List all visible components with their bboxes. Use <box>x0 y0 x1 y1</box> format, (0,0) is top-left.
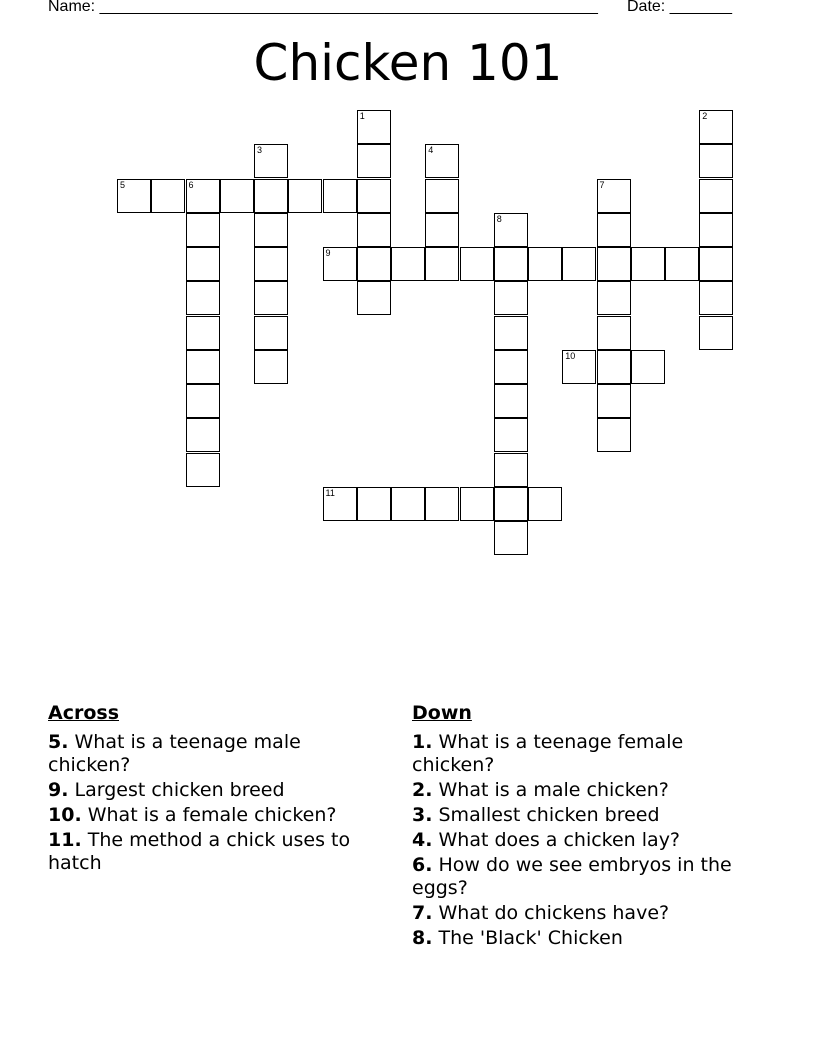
cell-input[interactable] <box>700 180 732 212</box>
cell-input[interactable] <box>187 214 219 246</box>
cell-input[interactable] <box>563 248 595 280</box>
grid-cell[interactable] <box>186 418 220 452</box>
grid-cell[interactable] <box>151 179 185 213</box>
clue-down <box>412 804 752 827</box>
grid-cell[interactable] <box>254 213 288 247</box>
cell-input[interactable] <box>187 454 219 486</box>
cell-input[interactable] <box>495 454 527 486</box>
cell-input[interactable] <box>118 180 150 212</box>
cell-input[interactable] <box>187 419 219 451</box>
grid-cell[interactable] <box>254 179 288 213</box>
clue-number: 7. <box>412 902 433 924</box>
grid-cell[interactable] <box>597 316 631 350</box>
cell-input[interactable] <box>392 488 424 520</box>
cell-input[interactable] <box>426 180 458 212</box>
cell-input[interactable] <box>495 214 527 246</box>
clue-number: 8. <box>412 927 433 949</box>
grid-cell[interactable] <box>460 247 494 281</box>
clue-down <box>412 854 752 900</box>
clue-number: 10. <box>48 804 82 826</box>
grid-cell[interactable] <box>357 487 391 521</box>
across-clues <box>48 702 383 877</box>
cell-input[interactable] <box>598 180 630 212</box>
grid-cell[interactable] <box>186 384 220 418</box>
grid-cell[interactable] <box>186 179 220 213</box>
cell-input[interactable] <box>255 317 287 349</box>
cell-number: 3 <box>257 145 263 156</box>
cell-input[interactable] <box>495 488 527 520</box>
clue-number: 3. <box>412 804 433 826</box>
cell-input[interactable] <box>495 351 527 383</box>
clue-down <box>412 779 752 802</box>
grid-cell[interactable] <box>425 179 459 213</box>
grid-cell[interactable] <box>254 350 288 384</box>
clue-text: Largest chicken breed <box>74 779 285 801</box>
grid-cell[interactable] <box>597 179 631 213</box>
grid-cell[interactable] <box>699 247 733 281</box>
cell-input[interactable] <box>495 522 527 554</box>
grid-cell[interactable] <box>597 418 631 452</box>
cell-input[interactable] <box>598 317 630 349</box>
cell-input[interactable] <box>324 248 356 280</box>
cell-input[interactable] <box>426 248 458 280</box>
cell-input[interactable] <box>700 214 732 246</box>
clue-text: What is a female chicken? <box>87 804 337 826</box>
grid-cell[interactable] <box>494 521 528 555</box>
grid-cell[interactable] <box>186 453 220 487</box>
clue-across <box>48 804 383 827</box>
cell-number: 4 <box>428 145 434 156</box>
cell-input[interactable] <box>495 317 527 349</box>
cell-input[interactable] <box>700 248 732 280</box>
cell-input[interactable] <box>187 282 219 314</box>
grid-cell[interactable] <box>460 487 494 521</box>
grid-cell[interactable] <box>254 316 288 350</box>
grid-cell[interactable] <box>323 487 357 521</box>
grid-cell[interactable] <box>288 179 322 213</box>
cell-input[interactable] <box>632 351 664 383</box>
grid-cell[interactable] <box>631 247 665 281</box>
grid-cell[interactable] <box>220 179 254 213</box>
grid-cell[interactable] <box>494 213 528 247</box>
cell-input[interactable] <box>255 214 287 246</box>
clue-across <box>48 779 383 802</box>
cell-input[interactable] <box>598 419 630 451</box>
cell-input[interactable] <box>700 317 732 349</box>
grid-cell[interactable] <box>699 110 733 144</box>
down-clues <box>412 702 752 952</box>
grid-cell[interactable] <box>699 213 733 247</box>
cell-input[interactable] <box>461 248 493 280</box>
cell-input[interactable] <box>563 351 595 383</box>
grid-cell[interactable] <box>494 384 528 418</box>
clue-down <box>412 731 752 777</box>
cell-input[interactable] <box>426 214 458 246</box>
cell-input[interactable] <box>358 214 390 246</box>
cell-number: 8 <box>496 213 502 224</box>
cell-input[interactable] <box>358 488 390 520</box>
cell-input[interactable] <box>152 180 184 212</box>
grid-cell[interactable] <box>425 247 459 281</box>
cell-input[interactable] <box>598 248 630 280</box>
grid-cell[interactable] <box>254 144 288 178</box>
cell-input[interactable] <box>255 248 287 280</box>
cell-input[interactable] <box>324 180 356 212</box>
grid-cell[interactable] <box>323 179 357 213</box>
grid-cell[interactable] <box>494 350 528 384</box>
across-heading: Across <box>48 702 120 724</box>
cell-input[interactable] <box>358 180 390 212</box>
grid-cell[interactable] <box>494 316 528 350</box>
cell-input[interactable] <box>598 214 630 246</box>
grid-cell[interactable] <box>631 350 665 384</box>
clue-text: What is a teenage female chicken? <box>412 731 684 776</box>
grid-cell[interactable] <box>186 350 220 384</box>
cell-input[interactable] <box>255 180 287 212</box>
cell-input[interactable] <box>495 385 527 417</box>
clue-down <box>412 927 752 950</box>
grid-cell[interactable] <box>597 281 631 315</box>
cell-input[interactable] <box>358 111 390 143</box>
cell-input[interactable] <box>255 282 287 314</box>
grid-cell[interactable] <box>597 247 631 281</box>
cell-input[interactable] <box>289 180 321 212</box>
grid-cell[interactable] <box>494 247 528 281</box>
cell-input[interactable] <box>187 351 219 383</box>
cell-input[interactable] <box>632 248 664 280</box>
cell-number: 7 <box>599 179 605 190</box>
clue-down <box>412 829 752 852</box>
grid-cell[interactable] <box>323 247 357 281</box>
cell-number: 11 <box>325 487 335 498</box>
grid-cell[interactable] <box>357 281 391 315</box>
grid-cell[interactable] <box>665 247 699 281</box>
cell-input[interactable] <box>529 248 561 280</box>
clue-across <box>48 731 383 777</box>
grid-cell[interactable] <box>494 487 528 521</box>
cell-input[interactable] <box>666 248 698 280</box>
grid-cell[interactable] <box>357 213 391 247</box>
clue-text: What is a teenage male chicken? <box>48 731 301 776</box>
cell-input[interactable] <box>221 180 253 212</box>
clue-text: What do chickens have? <box>438 902 670 924</box>
cell-input[interactable] <box>187 248 219 280</box>
cell-input[interactable] <box>324 488 356 520</box>
grid-cell[interactable] <box>562 350 596 384</box>
grid-cell[interactable] <box>597 350 631 384</box>
grid-cell[interactable] <box>699 316 733 350</box>
grid-cell[interactable] <box>357 179 391 213</box>
grid-cell[interactable] <box>425 213 459 247</box>
cell-input[interactable] <box>495 419 527 451</box>
cell-number: 1 <box>359 111 365 121</box>
cell-number: 2 <box>702 111 708 121</box>
cell-input[interactable] <box>358 248 390 280</box>
grid-cell[interactable] <box>117 179 151 213</box>
grid-cell[interactable] <box>597 213 631 247</box>
grid-cell[interactable] <box>597 384 631 418</box>
date-field[interactable]: Date: _______ <box>627 0 732 15</box>
grid-cell[interactable] <box>391 247 425 281</box>
clue-number: 1. <box>412 731 433 753</box>
cell-number: 6 <box>188 179 194 190</box>
cell-input[interactable] <box>358 145 390 177</box>
cell-input[interactable] <box>598 282 630 314</box>
grid-cell[interactable] <box>528 487 562 521</box>
grid-cell[interactable] <box>494 418 528 452</box>
grid-cell[interactable] <box>425 487 459 521</box>
grid-cell[interactable] <box>562 247 596 281</box>
cell-input[interactable] <box>700 282 732 314</box>
cell-input[interactable] <box>426 145 458 177</box>
clue-text: How do we see embryos in the eggs? <box>412 854 732 899</box>
grid-cell[interactable] <box>186 247 220 281</box>
cell-input[interactable] <box>426 488 458 520</box>
clue-text: What does a chicken lay? <box>438 829 681 851</box>
clue-number: 6. <box>412 854 433 876</box>
grid-cell[interactable] <box>186 316 220 350</box>
page-title: Chicken 101 <box>253 34 563 92</box>
grid-cell[interactable] <box>357 110 391 144</box>
cell-input[interactable] <box>187 180 219 212</box>
grid-cell[interactable] <box>357 247 391 281</box>
name-field[interactable]: Name: ________________________________________________________ <box>48 0 598 15</box>
cell-input[interactable] <box>700 111 732 143</box>
clue-number: 9. <box>48 779 69 801</box>
cell-input[interactable] <box>255 145 287 177</box>
grid-cell[interactable] <box>254 247 288 281</box>
clue-number: 5. <box>48 731 69 753</box>
cell-input[interactable] <box>255 351 287 383</box>
grid-cell[interactable] <box>699 144 733 178</box>
cell-number: 9 <box>325 248 331 258</box>
cell-input[interactable] <box>187 317 219 349</box>
down-heading: Down <box>412 702 472 724</box>
cell-number: 10 <box>565 350 576 361</box>
clue-number: 4. <box>412 829 433 851</box>
clue-number: 2. <box>412 779 433 801</box>
clue-text: The method a chick uses to hatch <box>48 829 351 874</box>
clue-number: 11. <box>48 829 82 851</box>
cell-number: 5 <box>120 179 126 190</box>
clue-text: The 'Black' Chicken <box>438 927 623 949</box>
grid-cell[interactable] <box>699 179 733 213</box>
cell-input[interactable] <box>495 282 527 314</box>
grid-cell[interactable] <box>425 144 459 178</box>
cell-input[interactable] <box>392 248 424 280</box>
grid-cell[interactable] <box>699 281 733 315</box>
cell-input[interactable] <box>461 488 493 520</box>
grid-cell[interactable] <box>254 281 288 315</box>
grid-cell[interactable] <box>528 247 562 281</box>
grid-cell[interactable] <box>186 213 220 247</box>
cell-input[interactable] <box>495 248 527 280</box>
cell-input[interactable] <box>700 145 732 177</box>
grid-cell[interactable] <box>494 281 528 315</box>
clue-text: What is a male chicken? <box>438 779 669 801</box>
clue-text: Smallest chicken breed <box>438 804 660 826</box>
clue-down <box>412 902 752 925</box>
grid-cell[interactable] <box>186 281 220 315</box>
cell-input[interactable] <box>358 282 390 314</box>
grid-cell[interactable] <box>357 144 391 178</box>
grid-cell[interactable] <box>494 453 528 487</box>
grid-cell[interactable] <box>391 487 425 521</box>
clue-across <box>48 829 383 875</box>
cell-input[interactable] <box>529 488 561 520</box>
cell-input[interactable] <box>187 385 219 417</box>
cell-input[interactable] <box>598 385 630 417</box>
cell-input[interactable] <box>598 351 630 383</box>
